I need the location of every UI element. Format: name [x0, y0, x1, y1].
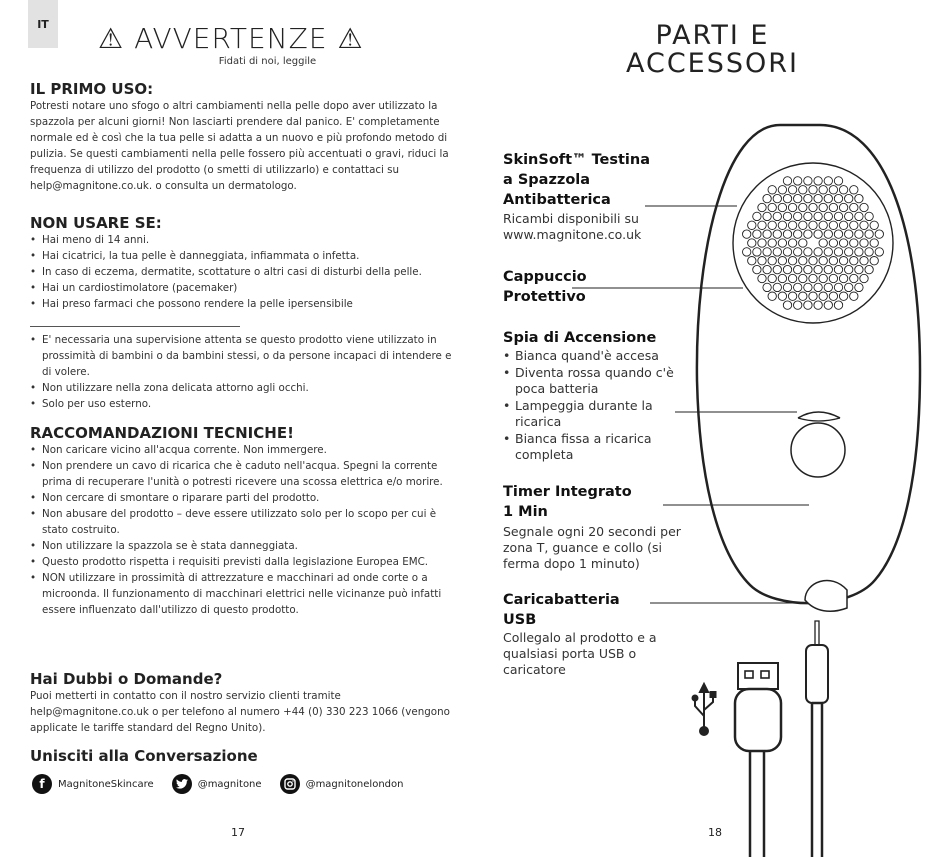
warning-icon: ⚠	[337, 22, 364, 55]
list-item: • Non abusare del prodotto – deve essere utilizzato solo per lo scopo per cui è stato costruito.	[30, 506, 455, 538]
do-not-use-list	[30, 232, 455, 312]
bristle	[783, 265, 791, 273]
bristle	[845, 283, 853, 291]
bristle	[855, 283, 863, 291]
bristle	[783, 212, 791, 220]
bristle	[824, 177, 832, 185]
bristle	[834, 212, 842, 220]
bristle	[855, 212, 863, 220]
bristle	[845, 212, 853, 220]
questions-text: Puoi metterti in contatto con il nostro servizio clienti tramite help@magnitone.co.uk o per telefono al numero +44 (0) 330 223 1066 (vengono applicate le tariffe standard del Regno Unito).	[30, 690, 450, 734]
first-use-heading: IL PRIMO USO:	[30, 80, 154, 98]
light-states-list	[503, 348, 683, 464]
bristle	[778, 203, 786, 211]
bristle	[788, 203, 796, 211]
bristle	[819, 257, 827, 265]
bristle	[855, 230, 863, 238]
part-cap	[503, 267, 613, 307]
bristle	[834, 230, 842, 238]
conversation-section	[30, 747, 450, 765]
bristle	[809, 221, 817, 229]
list-item: • Lampeggia durante la ricarica	[503, 398, 683, 431]
bristle	[850, 186, 858, 194]
bristle	[743, 230, 751, 238]
bristle	[809, 257, 817, 265]
bristle	[753, 248, 761, 256]
bristle	[829, 274, 837, 282]
bristle	[788, 292, 796, 300]
warning-icon: ⚠	[98, 22, 125, 55]
power-light-lower	[798, 418, 840, 421]
do-not-use-extra-list	[30, 332, 455, 412]
bristle	[855, 194, 863, 202]
bristle	[875, 230, 883, 238]
bristle	[783, 194, 791, 202]
bristle	[829, 239, 837, 247]
facebook-handle[interactable]: MagnitoneSkincare	[58, 778, 154, 790]
parts-title-line2: ACCESSORI	[625, 48, 799, 79]
usb-connector	[738, 663, 778, 689]
bristle	[794, 301, 802, 309]
bristle	[788, 186, 796, 194]
bristle	[814, 265, 822, 273]
bristle	[829, 203, 837, 211]
bristle	[799, 274, 807, 282]
bristle	[870, 257, 878, 265]
bristle	[845, 194, 853, 202]
bristle	[799, 221, 807, 229]
device-body	[697, 125, 920, 603]
language-tab: IT	[28, 0, 58, 48]
bristle	[824, 230, 832, 238]
bristle	[768, 221, 776, 229]
bristle	[814, 230, 822, 238]
page-number: 18	[708, 826, 722, 839]
barrel-cable	[812, 703, 822, 857]
bristle	[778, 274, 786, 282]
bristle	[814, 248, 822, 256]
bristle	[814, 283, 822, 291]
list-item: • NON utilizzare in prossimità di attrezzature e macchinari ad onde corte o a microonda. Il funzionamento di macchinari elettrici nelle vicinanze può infatti essere influenzato dall'utilizzo di questo prodotto.	[30, 570, 455, 618]
bristle	[834, 265, 842, 273]
bristle	[804, 248, 812, 256]
bristle	[809, 203, 817, 211]
bristle	[860, 239, 868, 247]
bristle	[839, 274, 847, 282]
do-not-use-section	[30, 214, 455, 312]
bristle	[824, 301, 832, 309]
bristle	[865, 230, 873, 238]
bristle	[804, 212, 812, 220]
questions-section	[30, 670, 450, 736]
bristle	[763, 230, 771, 238]
warnings-subtitle: Fidati di noi, leggile	[218, 56, 317, 67]
bristle	[824, 194, 832, 202]
bristle	[773, 248, 781, 256]
list-item: • Non caricare vicino all'acqua corrente. Non immergere.	[30, 442, 455, 458]
bristle	[773, 230, 781, 238]
bristle	[865, 248, 873, 256]
list-item: • Non utilizzare nella zona delicata attorno agli occhi.	[30, 380, 455, 396]
part-charger	[503, 590, 678, 678]
bristle	[824, 265, 832, 273]
bristle	[829, 186, 837, 194]
part-title: Timer Integrato 1 Min	[503, 484, 632, 520]
bristle	[778, 239, 786, 247]
bristle	[834, 283, 842, 291]
bristle	[778, 221, 786, 229]
first-use-section	[30, 80, 450, 194]
bristle	[773, 194, 781, 202]
page-number: 17	[231, 826, 245, 839]
bristle	[753, 265, 761, 273]
list-item: • Hai preso farmaci che possono rendere la pelle ipersensibile	[30, 296, 455, 312]
charge-port	[805, 581, 847, 612]
list-item: • Hai un cardiostimolatore (pacemaker)	[30, 280, 455, 296]
tech-heading: RACCOMANDAZIONI TECNICHE!	[30, 424, 294, 442]
bristle	[850, 221, 858, 229]
bristle	[804, 265, 812, 273]
bristle	[783, 301, 791, 309]
bristle	[839, 221, 847, 229]
bristle	[758, 239, 766, 247]
bristle	[850, 274, 858, 282]
list-item: • Non cercare di smontare o riparare parti del prodotto.	[30, 490, 455, 506]
bristle	[758, 274, 766, 282]
bristle	[794, 248, 802, 256]
bristle	[839, 292, 847, 300]
bristle	[860, 221, 868, 229]
bristle	[860, 203, 868, 211]
bristle	[829, 292, 837, 300]
bristle	[814, 301, 822, 309]
bristle	[819, 239, 827, 247]
bristle	[819, 203, 827, 211]
bristle	[855, 248, 863, 256]
instagram-handle[interactable]: @magnitonelondon	[305, 778, 404, 790]
bristle	[819, 274, 827, 282]
bristle	[834, 177, 842, 185]
bristle	[794, 212, 802, 220]
bristle	[799, 239, 807, 247]
bristle	[763, 283, 771, 291]
bristle	[819, 292, 827, 300]
bristle	[824, 248, 832, 256]
bristle	[773, 283, 781, 291]
twitter-icon[interactable]	[172, 774, 192, 794]
part-title: SkinSoft™ Testina a Spazzola Antibatterica	[503, 152, 651, 208]
bristle	[839, 239, 847, 247]
bristle	[799, 186, 807, 194]
usb-plug	[735, 689, 781, 751]
bristle	[834, 301, 842, 309]
list-item: • Diventa rossa quando c'è poca batteria	[503, 365, 683, 398]
bristle	[809, 186, 817, 194]
bristle	[824, 212, 832, 220]
bristle	[865, 212, 873, 220]
bristle	[850, 203, 858, 211]
bristle	[753, 230, 761, 238]
bristle	[860, 274, 868, 282]
bristle	[758, 203, 766, 211]
bristle	[845, 248, 853, 256]
part-title: Caricabatteria USB	[503, 592, 620, 628]
bristle	[799, 203, 807, 211]
power-light	[798, 412, 840, 418]
bristle	[850, 292, 858, 300]
bristle	[748, 239, 756, 247]
bristle	[860, 257, 868, 265]
bristle	[819, 221, 827, 229]
bristle	[763, 194, 771, 202]
part-title: Spia di Accensione	[503, 330, 657, 346]
list-item: • In caso di eczema, dermatite, scottature o altri casi di disturbi della pelle.	[30, 264, 455, 280]
bristle	[829, 257, 837, 265]
bristle	[839, 257, 847, 265]
bristle	[845, 265, 853, 273]
bristle	[788, 221, 796, 229]
do-not-use-extra	[30, 332, 455, 412]
bristle	[834, 194, 842, 202]
list-item: • Bianca quand'è accesa	[503, 348, 683, 365]
part-title: Cappuccio Protettivo	[503, 269, 587, 305]
first-use-text: Potresti notare uno sfogo o altri cambiamenti nella pelle dopo aver utilizzato la spazzola per alcuni giorni! Non lasciarti prendere dal panico. E' completamente normale ed è così che la tua pelle si adatta a un nuovo e più profondo metodo di pulizia. Se questi cambiamenti nella pelle fossero più accentuati o gravi, riduci la frequenza di utilizzo del prodotto (o smetti di utilizzarlo) e contattaci su help@magnitone.co.uk. o consulta un dermatologo.	[30, 100, 449, 192]
bristle	[763, 212, 771, 220]
bristle	[865, 265, 873, 273]
bristle	[855, 265, 863, 273]
list-item: • E' necessaria una supervisione attenta se questo prodotto viene utilizzato in prossimità di bambini o da bambini stessi, o da persone incapaci di intendere e di volere.	[30, 332, 455, 380]
bristle	[788, 257, 796, 265]
questions-heading: Hai Dubbi o Domande?	[30, 670, 223, 688]
bristle	[773, 212, 781, 220]
bristle	[778, 186, 786, 194]
list-item: • Bianca fissa a ricarica completa	[503, 431, 683, 464]
warnings-title	[98, 22, 364, 55]
do-not-use-heading: NON USARE SE:	[30, 214, 162, 232]
bristle	[809, 292, 817, 300]
bristle	[758, 221, 766, 229]
bristle	[743, 248, 751, 256]
bristle	[768, 274, 776, 282]
bristle	[758, 257, 766, 265]
bristle	[850, 257, 858, 265]
instagram-icon[interactable]	[280, 774, 300, 794]
parts-title-line1: PARTI E	[655, 20, 770, 51]
bristle	[814, 212, 822, 220]
bristle	[763, 248, 771, 256]
bristle	[819, 186, 827, 194]
bristle	[794, 283, 802, 291]
bristle	[778, 292, 786, 300]
bristle	[794, 230, 802, 238]
list-item: • Hai meno di 14 anni.	[30, 232, 455, 248]
part-light	[503, 328, 683, 464]
bristle	[839, 186, 847, 194]
social-links	[32, 774, 403, 794]
part-text: Segnale ogni 20 secondi per zona T, guance e collo (si ferma dopo 1 minuto)	[503, 524, 681, 571]
list-item: • Non prendere un cavo di ricarica che è caduto nell'acqua. Spegni la corrente prima di recuperare l'unità o potresti ricevere una scossa elettrica e/o morire.	[30, 458, 455, 490]
bristle	[783, 177, 791, 185]
conversation-heading: Unisciti alla Conversazione	[30, 747, 258, 765]
power-button	[791, 423, 845, 477]
bristle	[875, 248, 883, 256]
bristle	[768, 257, 776, 265]
list-item: • Questo prodotto rispetta i requisiti previsti dalla legislazione Europea EMC.	[30, 554, 455, 570]
bristle	[804, 230, 812, 238]
part-brush-head	[503, 150, 663, 243]
bristle	[804, 194, 812, 202]
bristle	[799, 292, 807, 300]
barrel-plug	[806, 645, 828, 703]
bristle	[794, 194, 802, 202]
bristle	[804, 283, 812, 291]
list-item: • Non utilizzare la spazzola se è stata danneggiata.	[30, 538, 455, 554]
bristle	[788, 274, 796, 282]
bristle	[783, 248, 791, 256]
brush-bristles	[743, 177, 884, 310]
right-page	[475, 0, 950, 857]
bristle	[804, 177, 812, 185]
twitter-handle[interactable]: @magnitone	[197, 778, 262, 790]
usb-icon	[693, 684, 716, 735]
bristle	[763, 265, 771, 273]
bristle	[814, 177, 822, 185]
bristle	[773, 265, 781, 273]
bristle	[824, 283, 832, 291]
part-text: Ricambi disponibili su www.magnitone.co.uk	[503, 211, 642, 242]
warnings-title-text: AVVERTENZE	[134, 22, 328, 55]
bristle	[850, 239, 858, 247]
bristle	[799, 257, 807, 265]
list-item: • Solo per uso esterno.	[30, 396, 455, 412]
bristle	[870, 239, 878, 247]
bristle	[778, 257, 786, 265]
bristle	[845, 230, 853, 238]
bristle	[809, 274, 817, 282]
list-item: • Hai cicatrici, la tua pelle è danneggiata, infiammata o infetta.	[30, 248, 455, 264]
part-text: Collegalo al prodotto e a qualsiasi porta USB o caricatore	[503, 630, 657, 677]
bristle	[768, 203, 776, 211]
bristle	[794, 177, 802, 185]
bristle	[768, 292, 776, 300]
bristle	[788, 239, 796, 247]
bristle	[870, 221, 878, 229]
bristle	[783, 230, 791, 238]
bristle	[839, 203, 847, 211]
tech-section	[30, 424, 455, 618]
bristle	[804, 301, 812, 309]
part-timer	[503, 482, 683, 572]
divider	[30, 326, 240, 327]
bristle	[768, 186, 776, 194]
tech-list	[30, 442, 455, 618]
usb-cable	[750, 751, 764, 857]
bristle	[748, 221, 756, 229]
bristle	[829, 221, 837, 229]
bristle	[834, 248, 842, 256]
bristle	[753, 212, 761, 220]
bristle	[814, 194, 822, 202]
bristle	[768, 239, 776, 247]
bristle	[783, 283, 791, 291]
bristle	[794, 265, 802, 273]
facebook-icon[interactable]: f	[32, 774, 52, 794]
brush-head	[733, 163, 893, 323]
bristle	[748, 257, 756, 265]
